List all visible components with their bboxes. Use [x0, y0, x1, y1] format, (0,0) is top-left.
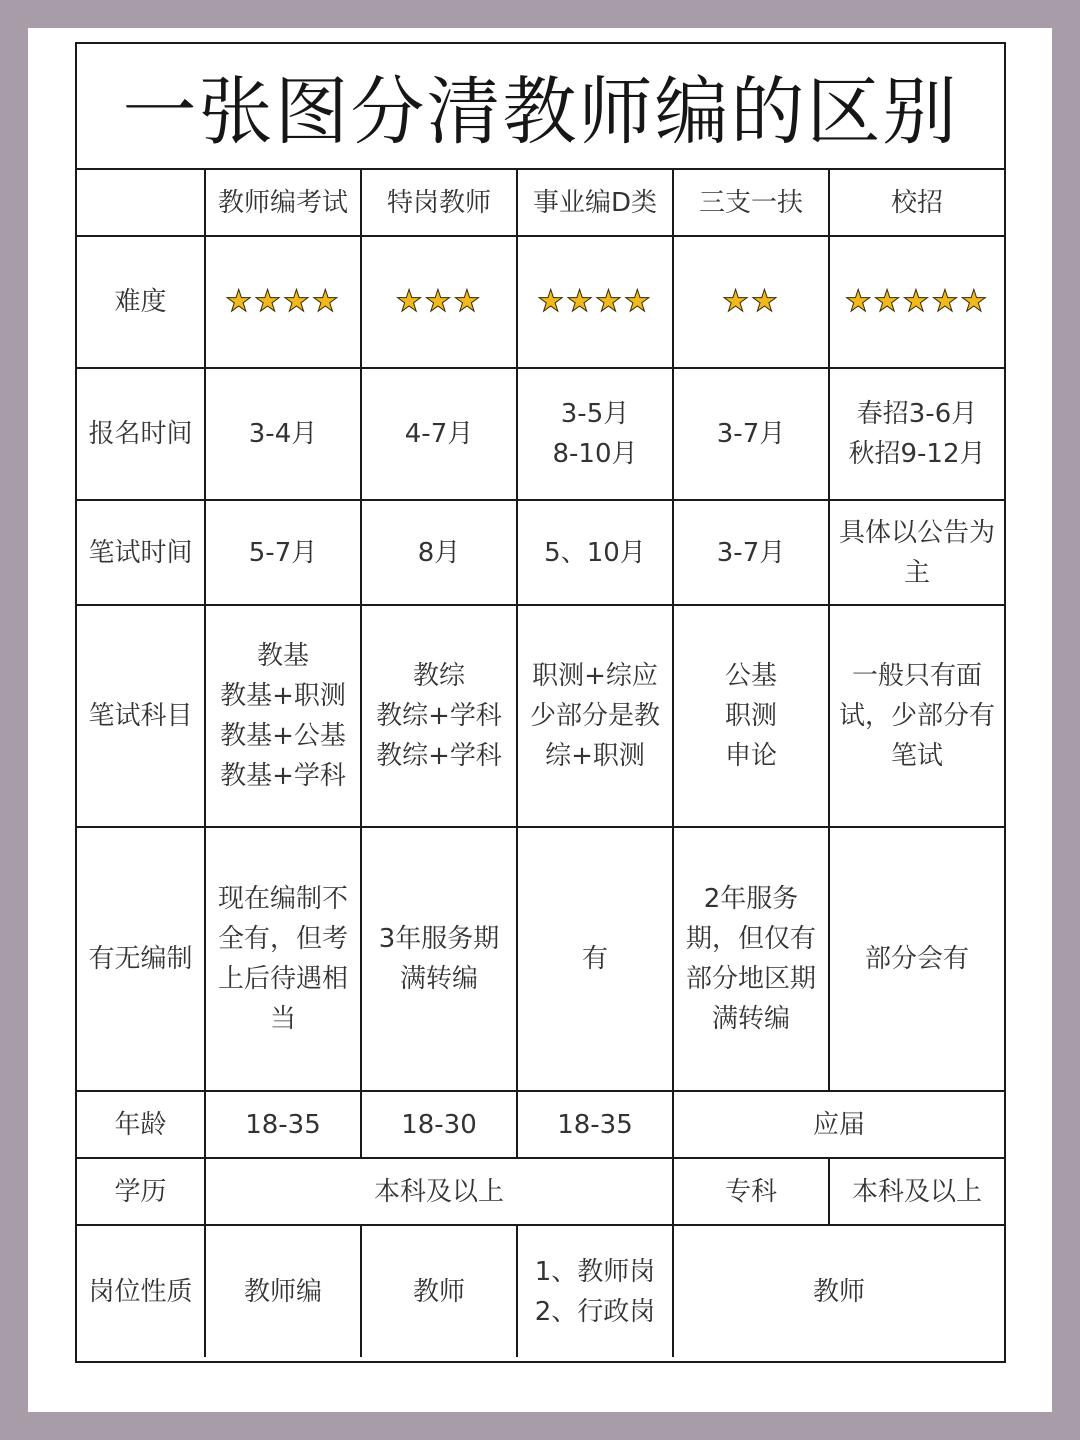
table-cell: 3-4月 — [205, 368, 361, 500]
column-header: 事业编D类 — [517, 170, 673, 236]
table-cell: 一般只有面 试，少部分有 笔试 — [829, 605, 1004, 827]
table-cell: 5、10月 — [517, 500, 673, 605]
table-cell: 应届 — [673, 1091, 1004, 1158]
difficulty-rating — [361, 236, 517, 368]
star-icon — [722, 283, 780, 319]
table-cell: 具体以公告为 主 — [829, 500, 1004, 605]
table-cell: 4-7月 — [361, 368, 517, 500]
table-cell: 本科及以上 — [205, 1158, 673, 1225]
star-icon — [225, 283, 341, 319]
difficulty-rating — [673, 236, 829, 368]
star-icon: ★ — [254, 283, 283, 319]
difficulty-row — [77, 236, 1004, 368]
row-label: 学历 — [77, 1158, 205, 1225]
table-cell: 18-35 — [517, 1091, 673, 1158]
star-icon: ★ — [311, 283, 341, 319]
star-icon: ★ — [751, 283, 780, 319]
table-cell: 部分会有 — [829, 827, 1004, 1091]
table-cell: 春招3-6月 秋招9-12月 — [829, 368, 1004, 500]
table-cell: 本科及以上 — [829, 1158, 1004, 1225]
star-icon: ★ — [453, 283, 483, 319]
star-icon: ★ — [537, 283, 567, 319]
table-cell: 5-7月 — [205, 500, 361, 605]
star-icon: ★ — [902, 283, 932, 319]
table-cell: 2年服务 期，但仅有 部分地区期 满转编 — [673, 827, 829, 1091]
table-cell: 1、教师岗 2、行政岗 — [517, 1225, 673, 1357]
difficulty-rating — [517, 236, 673, 368]
star-icon: ★ — [395, 283, 425, 319]
star-icon: ★ — [623, 283, 653, 319]
table-cell: 3-5月 8-10月 — [517, 368, 673, 500]
row-label: 笔试时间 — [77, 500, 205, 605]
table-cell: 教基 教基+职测 教基+公基 教基+学科 — [205, 605, 361, 827]
star-icon: ★ — [722, 283, 751, 319]
exam-time-row — [77, 500, 1004, 605]
star-icon: ★ — [960, 283, 990, 319]
row-label: 岗位性质 — [77, 1225, 205, 1357]
star-icon: ★ — [873, 283, 903, 319]
table-cell: 3年服务期 满转编 — [361, 827, 517, 1091]
table-cell: 公基 职测 申论 — [673, 605, 829, 827]
table-cell: 3-7月 — [673, 500, 829, 605]
star-icon: ★ — [595, 283, 624, 319]
page-title: 一张图分清教师编的区别 — [77, 44, 1004, 170]
table-cell: 18-35 — [205, 1091, 361, 1158]
star-icon: ★ — [424, 283, 454, 319]
table-cell: 18-30 — [361, 1091, 517, 1158]
column-header: 特岗教师 — [361, 170, 517, 236]
exam-subjects-row — [77, 605, 1004, 827]
star-icon — [844, 283, 990, 319]
education-row — [77, 1158, 1004, 1225]
table-cell: 教师编 — [205, 1225, 361, 1357]
age-row — [77, 1091, 1004, 1158]
position-type-row — [77, 1225, 1004, 1357]
row-label: 有无编制 — [77, 827, 205, 1091]
star-icon: ★ — [566, 283, 595, 319]
row-label: 难度 — [77, 236, 205, 368]
column-header: 教师编考试 — [205, 170, 361, 236]
table-cell: 教师 — [673, 1225, 1004, 1357]
star-icon — [537, 283, 653, 319]
comparison-card — [75, 42, 1006, 1363]
difficulty-rating — [829, 236, 1004, 368]
signup-time-row — [77, 368, 1004, 500]
star-icon: ★ — [225, 283, 255, 319]
table-cell: 教综 教综+学科 教综+学科 — [361, 605, 517, 827]
table-cell: 有 — [517, 827, 673, 1091]
corner-cell — [77, 170, 205, 236]
star-icon: ★ — [844, 283, 874, 319]
header-row — [77, 170, 1004, 236]
row-label: 笔试科目 — [77, 605, 205, 827]
star-icon — [395, 283, 483, 319]
table-cell: 专科 — [673, 1158, 829, 1225]
star-icon: ★ — [283, 283, 312, 319]
table-cell: 职测+综应 少部分是教 综+职测 — [517, 605, 673, 827]
table-cell: 3-7月 — [673, 368, 829, 500]
table-cell: 现在编制不 全有，但考 上后待遇相 当 — [205, 827, 361, 1091]
difficulty-rating — [205, 236, 361, 368]
column-header: 三支一扶 — [673, 170, 829, 236]
row-label: 年龄 — [77, 1091, 205, 1158]
column-header: 校招 — [829, 170, 1004, 236]
table-cell: 8月 — [361, 500, 517, 605]
quota-status-row — [77, 827, 1004, 1091]
row-label: 报名时间 — [77, 368, 205, 500]
table-cell: 教师 — [361, 1225, 517, 1357]
star-icon: ★ — [931, 283, 961, 319]
comparison-table — [77, 170, 1004, 1357]
